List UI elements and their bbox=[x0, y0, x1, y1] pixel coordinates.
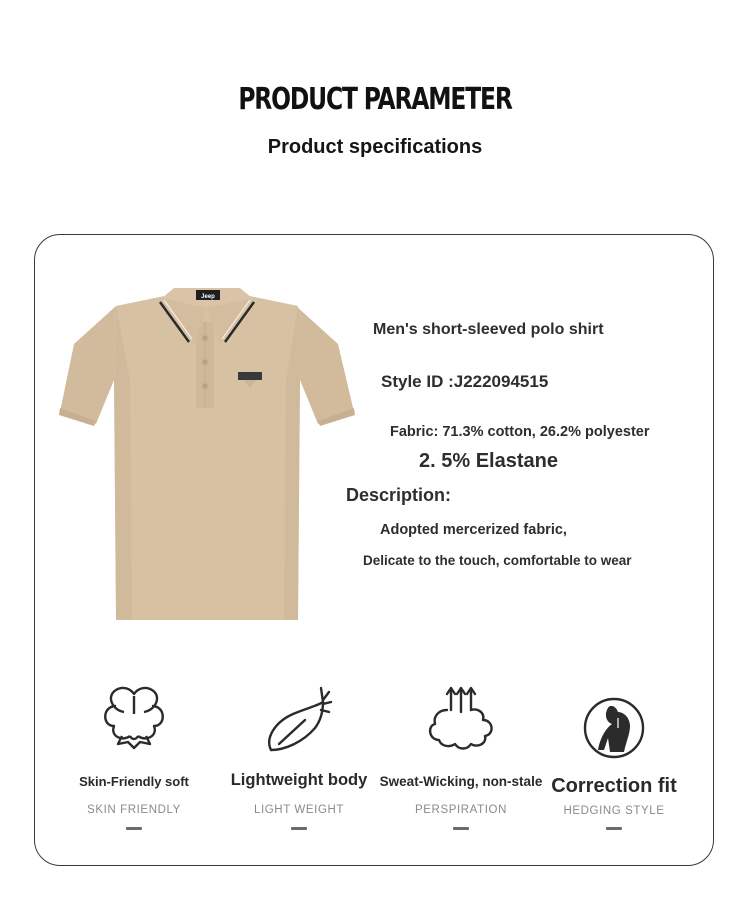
breathable-cloud-icon bbox=[381, 684, 541, 754]
feature-label: Skin-Friendly soft bbox=[79, 774, 189, 789]
feather-icon bbox=[219, 684, 379, 754]
description-line-2: Delicate to the touch, comfortable to wear bbox=[363, 553, 632, 568]
feature-sublabel: SKIN FRIENDLY bbox=[87, 804, 181, 816]
feature-row bbox=[54, 684, 696, 834]
feature-label: Lightweight body bbox=[230, 771, 368, 789]
feature-divider bbox=[606, 827, 622, 830]
cotton-flower-icon bbox=[54, 684, 214, 754]
product-name: Men's short-sleeved polo shirt bbox=[373, 321, 604, 338]
feature-sublabel: LIGHT WEIGHT bbox=[253, 804, 345, 816]
description-line-1: Adopted mercerized fabric, bbox=[380, 522, 567, 538]
page-subtitle: Product specifications bbox=[267, 136, 483, 158]
polo-shirt-image bbox=[56, 284, 358, 624]
feature-divider bbox=[126, 827, 142, 830]
feature-lightweight bbox=[219, 684, 379, 834]
feature-correction-fit bbox=[534, 684, 694, 834]
style-id: Style ID :J222094515 bbox=[381, 372, 549, 391]
feature-sweat-wicking bbox=[381, 684, 541, 834]
feature-sublabel: PERSPIRATION bbox=[415, 804, 507, 816]
feature-divider bbox=[291, 827, 307, 830]
description-heading: Description: bbox=[346, 485, 452, 505]
feature-skin-friendly bbox=[54, 684, 214, 834]
feature-label: Correction fit bbox=[551, 775, 677, 797]
feature-sublabel: HEDGING STYLE bbox=[563, 805, 665, 817]
feature-divider bbox=[453, 827, 469, 830]
body-fit-icon bbox=[534, 694, 694, 764]
page-title: PRODUCT PARAMETER bbox=[238, 82, 512, 117]
collar-logo-text: Jeep bbox=[201, 294, 215, 300]
feature-label: Sweat-Wicking, non-stale bbox=[379, 774, 543, 789]
fabric-composition: Fabric: 71.3% cotton, 26.2% polyester bbox=[390, 424, 650, 440]
elastane-composition: 2. 5% Elastane bbox=[419, 450, 558, 472]
